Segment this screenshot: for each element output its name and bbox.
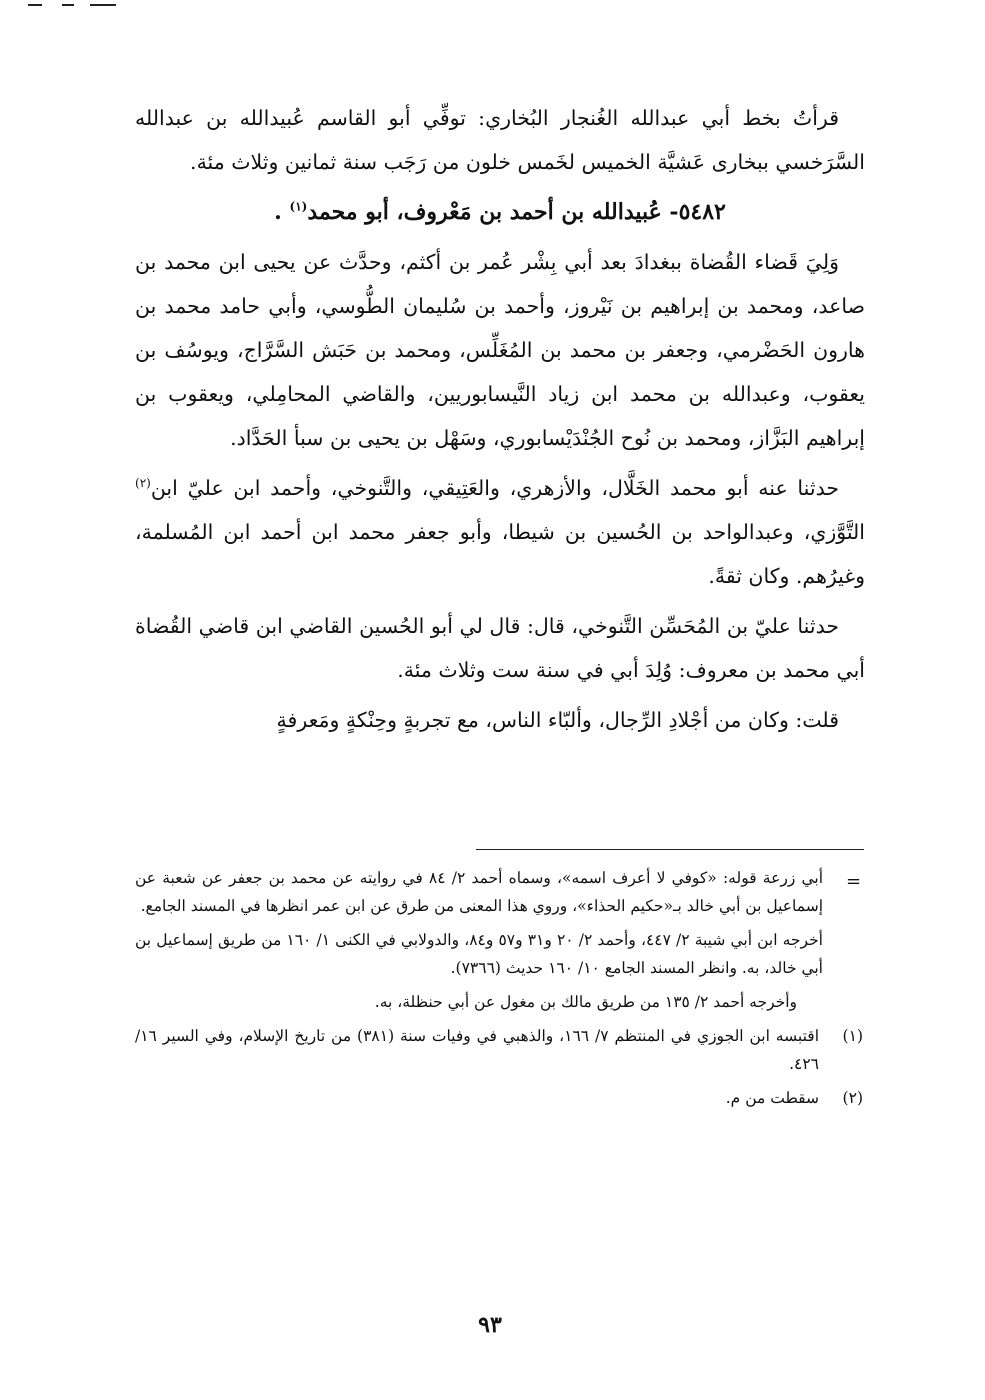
footnote-continuation-2: أخرجه ابن أبي شيبة ٢/ ٤٤٧، وأحمد ٢/ ٢٠ و٣١ و٥٧ و٨٤، والدولابي في الكنى ١/ ١٦٠ من طريق إسماعيل بن أبي خالد، به. وانظر المسند الجامع ١٠/ ١٦٠ حديث (٧٣٦٦). (135, 931, 823, 977)
footnote-text: اقتبسه ابن الجوزي في المنتظم ٧/ ١٦٦، والذهبي في وفيات سنة (٣٨١) من تاريخ الإسلام، وفي السير ١٦/ ٤٢٦. (135, 1027, 819, 1073)
footnote-number: (٢) (842, 1089, 863, 1107)
footnote-text: سقطت من م. (725, 1089, 819, 1107)
footnote-1 (135, 1022, 863, 1078)
scan-artifact (90, 4, 116, 6)
footnote-divider (476, 849, 864, 850)
entry-heading (135, 190, 865, 234)
page-number: ٩٣ (478, 1312, 502, 1338)
footnote-ref-2[interactable]: (٢) (135, 476, 151, 491)
footnote-number: (١) (842, 1027, 863, 1045)
footnotes (135, 864, 863, 1112)
continuation-mark: = (846, 871, 862, 892)
paragraph-5: قلت: وكان من أجْلادِ الرِّجال، وألبّاء الناس، مع تجربةٍ وحِنْكةٍ ومَعرفةٍ (276, 708, 839, 732)
paragraph-4: حدثنا عليّ بن المُحَسِّن التَّنوخي، قال: قال لي أبو الحُسين القاضي ابن قاضي القُضاة أبي محمد بن معروف: وُلِدَ أبي في سنة ست وثلاث مئة. (135, 614, 865, 682)
entry-heading-text: ٥٤٨٢- عُبيدالله بن أحمد بن مَعْروف، أبو محمد (307, 199, 726, 225)
scan-artifact (28, 4, 42, 6)
footnote-continuation-3: وأخرجه أحمد ٢/ ١٣٥ من طريق مالك بن مغول عن أبي حنظلة، به. (374, 993, 797, 1011)
paragraph-3-part-a: حدثنا عنه أبو محمد الخَلَّال، والأزهري، والعَتِيقي، والتَّنوخي، وأحمد ابن عليّ ابن (150, 476, 839, 500)
main-text (135, 96, 865, 742)
paragraph-1: قرأتُ بخط أبي عبدالله الغُنجار البُخاري: توفِّي أبو القاسم عُبيدالله بن عبدالله السَّرَخسي ببخارى عَشيَّة الخميس لخَمس خلون من رَجَب سنة ثمانين وثلاث مئة. (135, 106, 865, 174)
paragraph-3-part-b: التَّوَّزي، وعبدالواحد بن الحُسين بن شيطا، وأبو جعفر محمد ابن أحمد ابن المُسلمة، وغيرُهم. وكان ثقةً. (135, 520, 865, 588)
footnote-2 (135, 1084, 863, 1112)
entry-heading-end: . (274, 199, 290, 225)
scan-artifact (62, 4, 74, 6)
footnote-continuation-1: أبي زرعة قوله: «كوفي لا أعرف اسمه»، وسماه أحمد ٢/ ٨٤ في روايته عن محمد بن جعفر عن شعبة عن إسماعيل بن أبي خالد بـ«حكيم الحذاء»، وروي هذا المعنى من طرق عن ابن عمر انظرها في المسند الجامع. (135, 869, 823, 915)
paragraph-3 (135, 466, 865, 598)
paragraph-2: وَلِيَ قَضاء القُضاة ببغدادَ بعد أبي بِشْر عُمر بن أكثم، وحدَّث عن يحيى ابن محمد بن صاعد، ومحمد بن إبراهيم بن نَيْروز، وأحمد بن سُليمان الطُّوسي، وأبي حامد محمد بن هارون الحَضْرمي، وجعفر بن محمد بن المُغَلِّس، ومحمد بن حَبَش السَّرَّاج، ويوسُف بن يعقوب، وعبدالله بن محمد ابن زياد النَّيسابوريين، والقاضي المحامِلي، ويعقوب بن إبراهيم البَزَّاز، ومحمد بن نُوح الجُنْدَيْسابوري، وسَهْل بن يحيى بن سبأ الحَدَّاد. (135, 250, 865, 450)
footnote-ref-1[interactable]: (١) (289, 199, 308, 214)
